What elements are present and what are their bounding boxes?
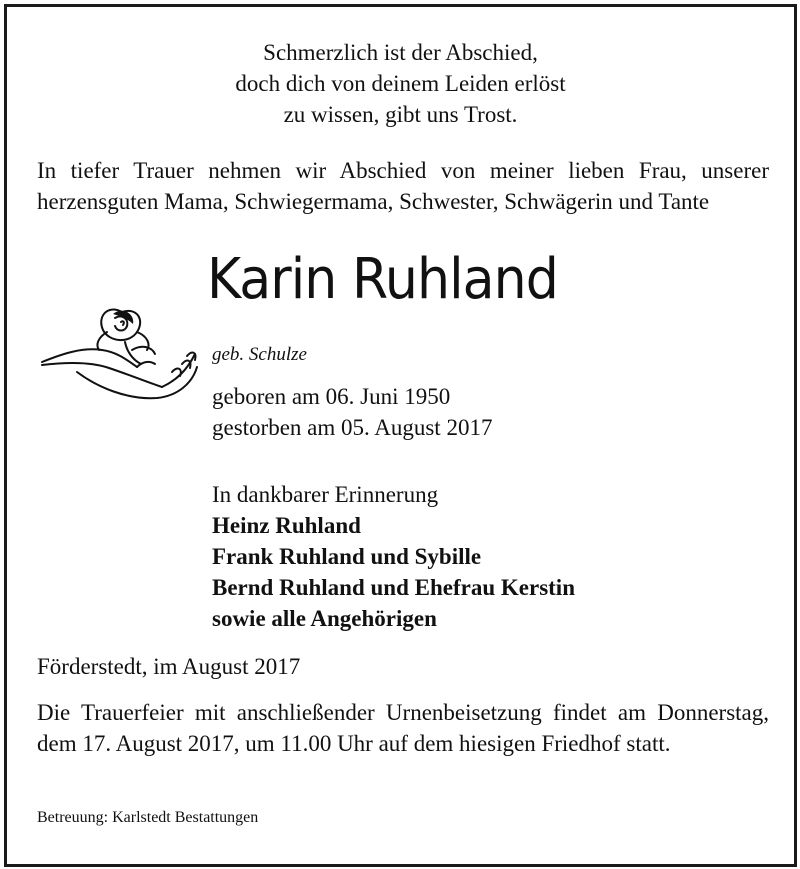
verse-line: Schmerzlich ist der Abschied, <box>263 40 538 65</box>
mourners-heading: In dankbarer Erinnerung <box>212 482 439 507</box>
intro-text: In tiefer Trauer nehmen wir Abschied von meiner lieben Frau, unserer herzensguten Mama, Schwiegermama, Schwester, Schwägerin und Tante <box>37 158 769 214</box>
obituary-notice <box>4 4 797 867</box>
mourner-name: Heinz Ruhland <box>212 513 361 538</box>
rose-in-hands-icon <box>37 292 207 407</box>
verse <box>7 37 794 130</box>
verse-line: doch dich von deinem Leiden erlöst <box>235 71 566 96</box>
life-dates <box>212 381 492 443</box>
death-date: gestorben am 05. August 2017 <box>212 415 493 440</box>
mourners-block <box>212 479 575 634</box>
mourner-name: sowie alle Angehörigen <box>212 606 437 631</box>
verse-line: zu wissen, gibt uns Trost. <box>283 102 518 127</box>
birth-date: geboren am 06. Juni 1950 <box>212 384 451 409</box>
deceased-name: Karin Ruhland <box>207 247 558 312</box>
mourner-name: Frank Ruhland und Sybille <box>212 544 482 569</box>
maiden-name: geb. Schulze <box>212 344 307 365</box>
undertaker: Betreuung: Karlstedt Bestattungen <box>37 809 259 826</box>
place-date: Förderstedt, im August 2017 <box>37 654 301 679</box>
service-info: Die Trauerfeier mit anschließender Urnenbeisetzung findet am Donnerstag, dem 17. August 2017, um 11.00 Uhr auf dem hiesigen Friedhof statt. <box>37 700 769 756</box>
mourner-name: Bernd Ruhland und Ehefrau Kerstin <box>212 575 575 600</box>
